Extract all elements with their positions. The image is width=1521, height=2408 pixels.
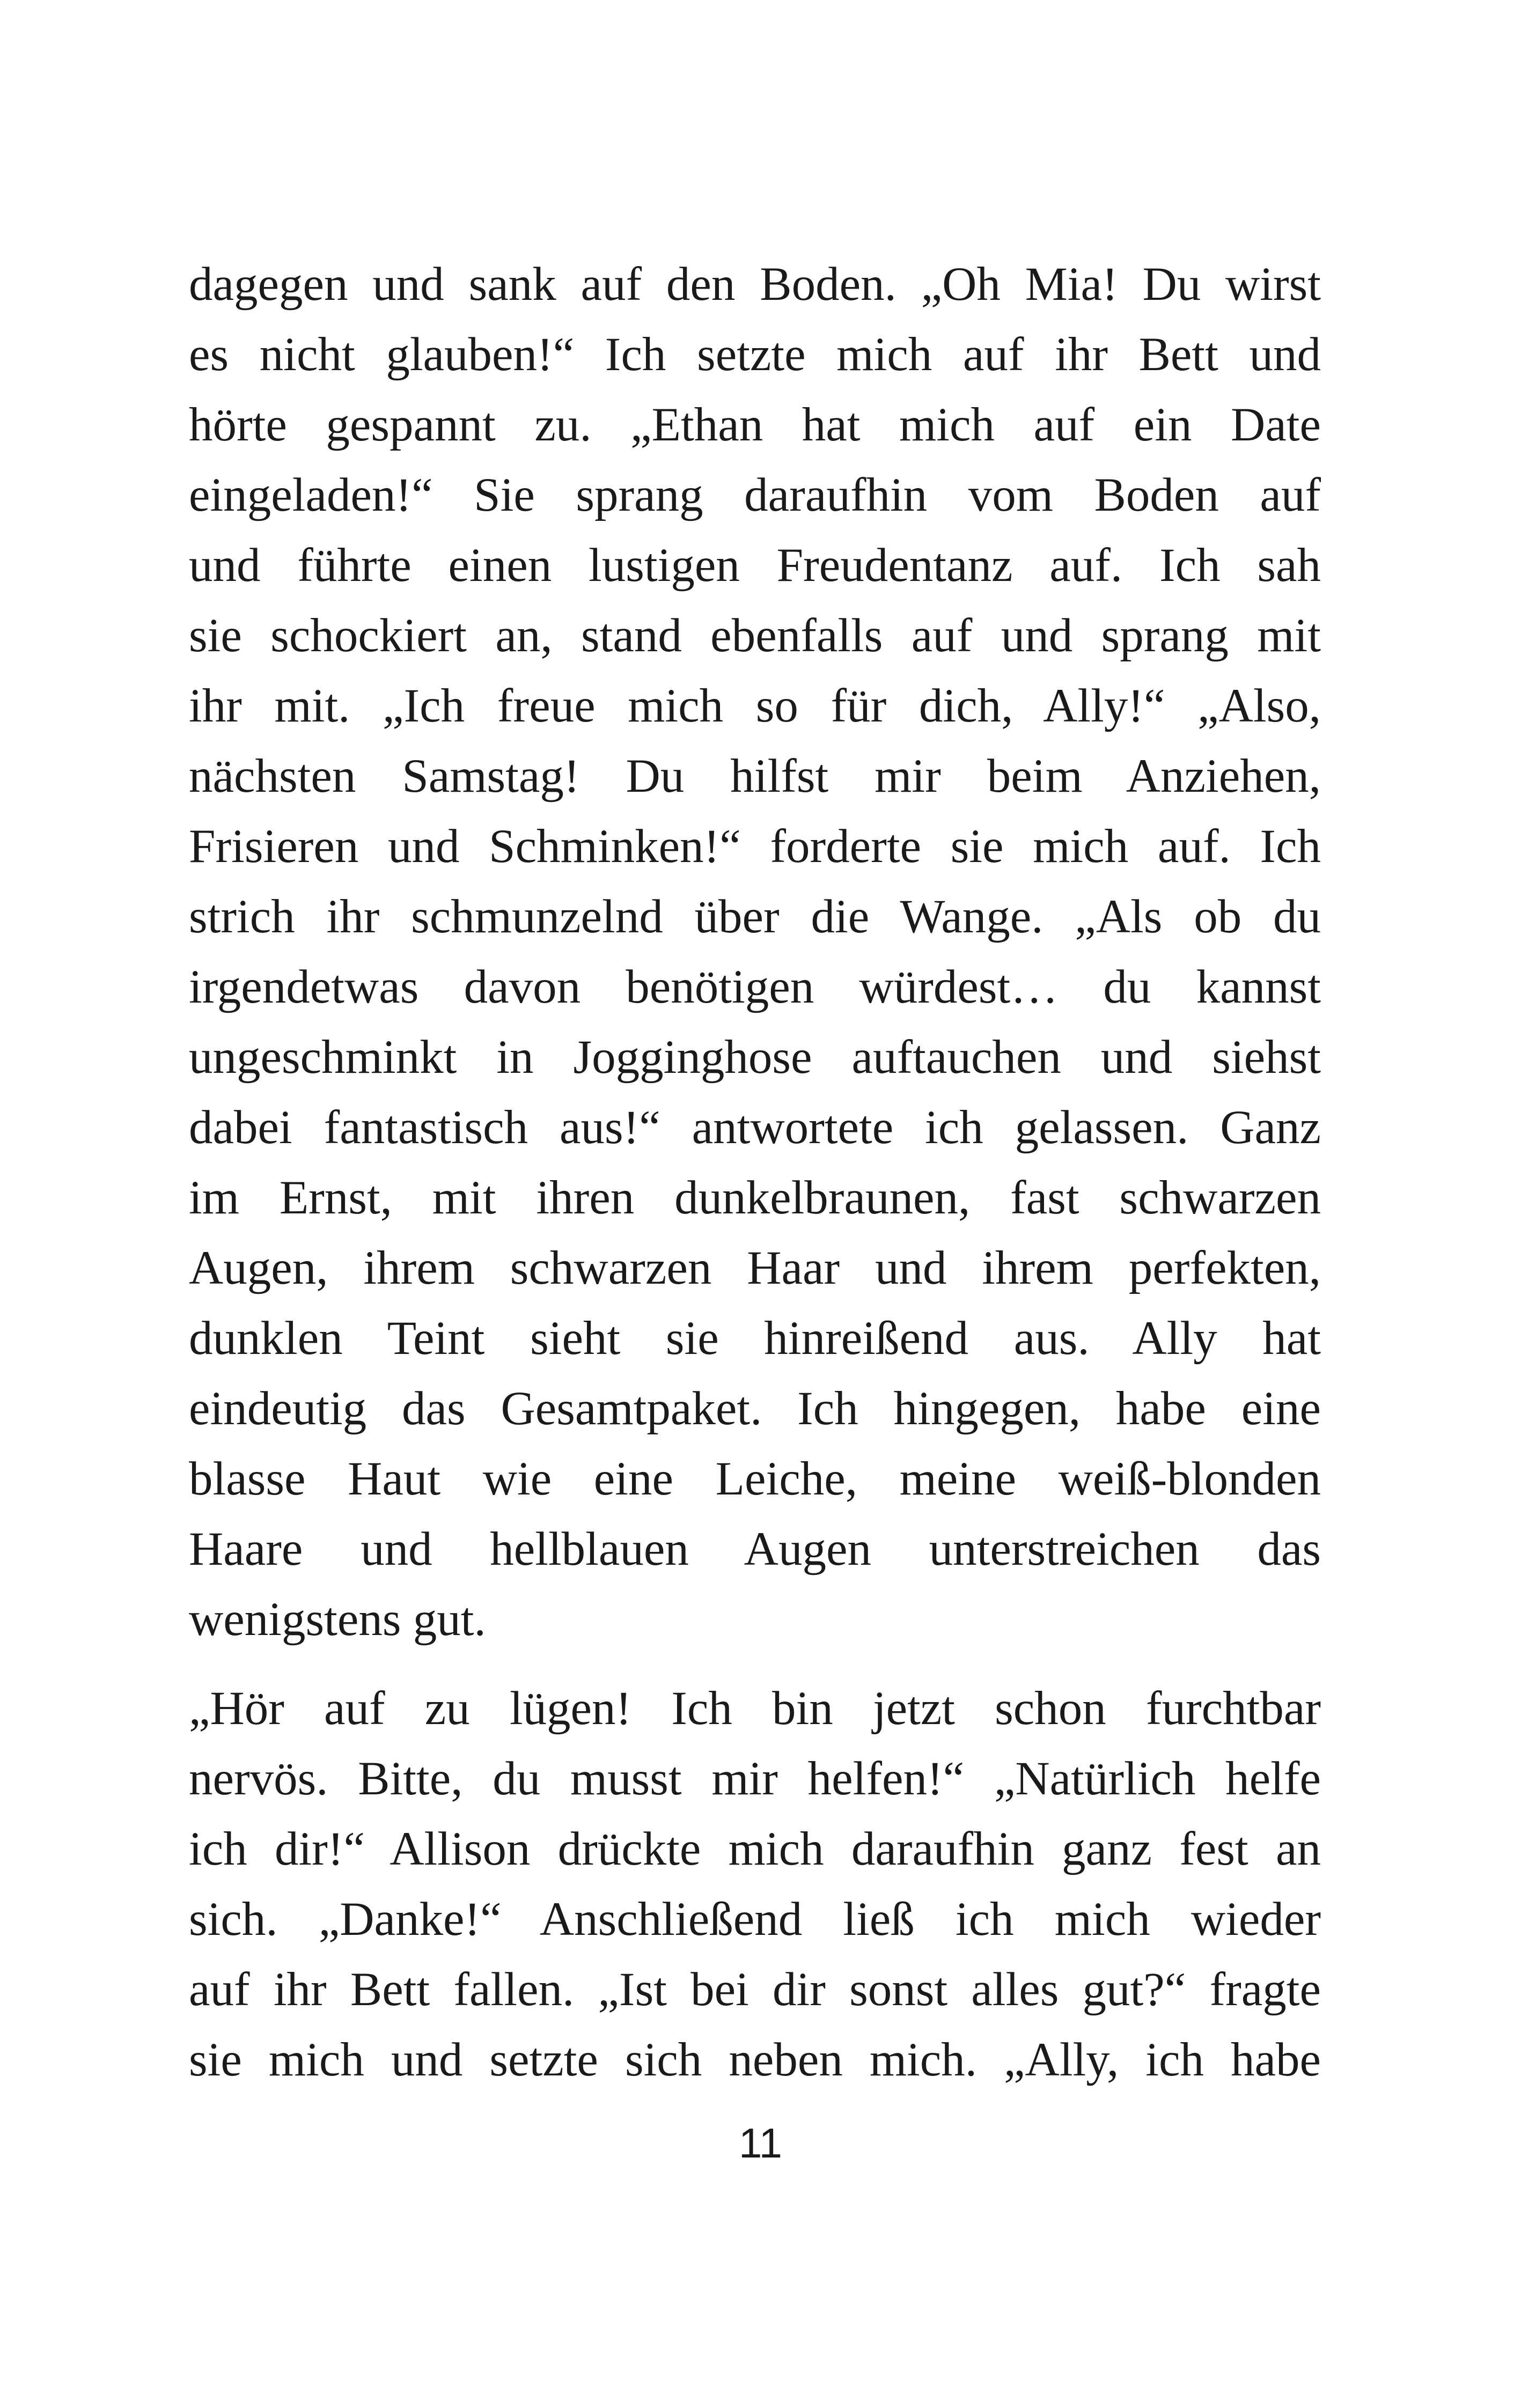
paragraph-2: [189, 1674, 1321, 2095]
text-line: nervös. Bitte, du musst mir helfen!“ „Natürlich helfe: [189, 1752, 1321, 1805]
text-line: im Ernst, mit ihren dunkelbraunen, fast schwarzen: [189, 1172, 1321, 1224]
text-line: Haare und hellblauen Augen unterstreichen das: [189, 1523, 1321, 1575]
text-line: eingeladen!“ Sie sprang daraufhin vom Boden auf: [189, 469, 1321, 521]
text-line: irgendetwas davon benötigen würdest… du kannst: [189, 961, 1321, 1013]
text-line: strich ihr schmunzelnd über die Wange. „Als ob du: [189, 890, 1321, 943]
text-line: sie mich und setzte sich neben mich. „Ally, ich habe: [189, 2034, 1321, 2086]
text-line: Augen, ihrem schwarzen Haar und ihrem perfekten,: [189, 1242, 1321, 1294]
page-number: 11: [739, 2119, 782, 2167]
text-line: hörte gespannt zu. „Ethan hat mich auf ein Date: [189, 399, 1321, 451]
text-line: sie schockiert an, stand ebenfalls auf und sprang mit: [189, 609, 1321, 662]
text-line: es nicht glauben!“ Ich setzte mich auf ihr Bett und: [189, 328, 1321, 381]
text-line: dabei fantastisch aus!“ antwortete ich gelassen. Ganz: [189, 1101, 1321, 1154]
paragraph-1: [189, 249, 1321, 1655]
text-line: auf ihr Bett fallen. „Ist bei dir sonst alles gut?“ fragte: [189, 1963, 1321, 2016]
text-line: blasse Haut wie eine Leiche, meine weiß-blonden: [189, 1453, 1321, 1505]
text-line: dunklen Teint sieht sie hinreißend aus. Ally hat: [189, 1312, 1321, 1365]
text-line: eindeutig das Gesamtpaket. Ich hingegen, habe eine: [189, 1382, 1321, 1435]
text-line: dagegen und sank auf den Boden. „Oh Mia! Du wirst: [189, 258, 1321, 311]
text-line: Frisieren und Schminken!“ forderte sie mich auf. Ich: [189, 820, 1321, 873]
text-line: ungeschminkt in Jogginghose auftauchen und siehst: [189, 1031, 1321, 1084]
text-line: nächsten Samstag! Du hilfst mir beim Anziehen,: [189, 750, 1321, 802]
text-line: ich dir!“ Allison drückte mich daraufhin ganz fest an: [189, 1823, 1321, 1875]
text-line: ihr mit. „Ich freue mich so für dich, Ally!“ „Also,: [189, 680, 1321, 732]
text-line: sich. „Danke!“ Anschließend ließ ich mich wieder: [189, 1893, 1321, 1946]
text-line: „Hör auf zu lügen! Ich bin jetzt schon furchtbar: [189, 1682, 1321, 1735]
text-line: und führte einen lustigen Freudentanz auf. Ich sah: [189, 539, 1321, 592]
text-line: wenigstens gut.: [189, 1593, 486, 1646]
